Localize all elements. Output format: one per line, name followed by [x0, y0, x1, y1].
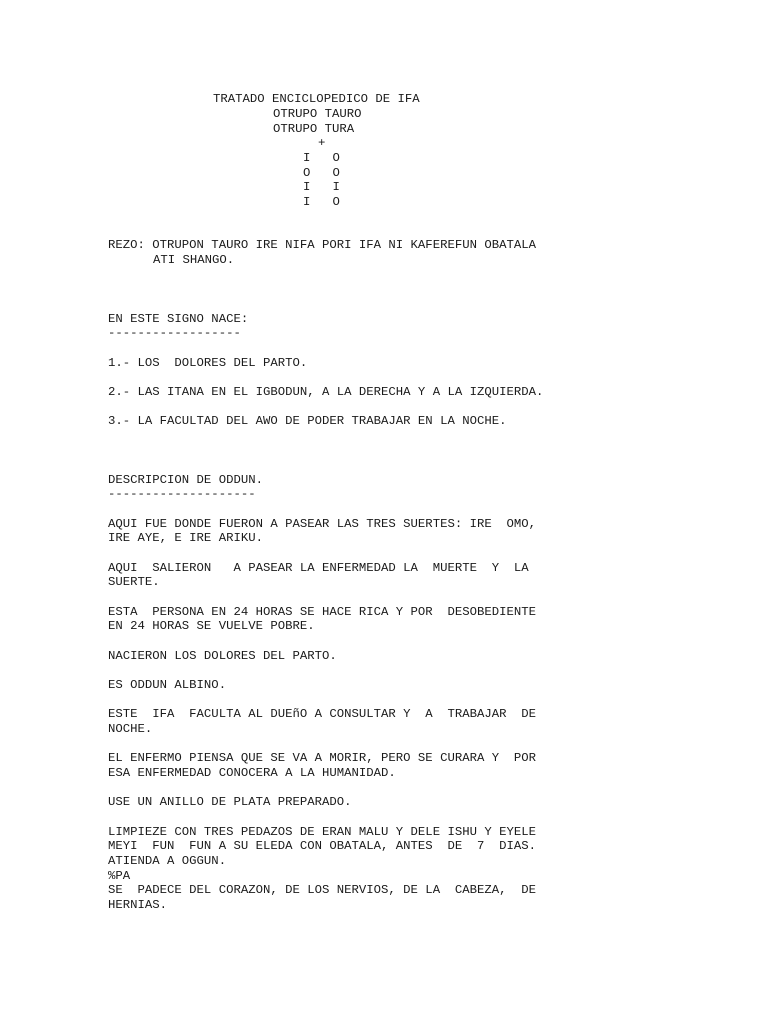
- paragraph-line: LIMPIEZE CON TRES PEDAZOS DE ERAN MALU Y DELE ISHU Y EYELE: [108, 825, 537, 839]
- nace-list-item: 1.- LOS DOLORES DEL PARTO.: [108, 356, 308, 370]
- paragraph-line: USE UN ANILLO DE PLATA PREPARADO.: [108, 795, 352, 809]
- rezo-line-continued: ATI SHANGO.: [153, 253, 235, 267]
- paragraph-line: EN 24 HORAS SE VUELVE POBRE.: [108, 619, 315, 633]
- paragraph-line: MEYI FUN FUN A SU ELEDA CON OBATALA, ANTES DE 7 DIAS.: [108, 839, 537, 853]
- paragraph-line: ESTE IFA FACULTA AL DUEñO A CONSULTAR Y A TRABAJAR DE: [108, 707, 537, 721]
- sign-name-alternate: OTRUPO TURA: [273, 122, 355, 136]
- paragraph-line: ESA ENFERMEDAD CONOCERA A LA HUMANIDAD.: [108, 766, 396, 780]
- paragraph-line: AQUI FUE DONDE FUERON A PASEAR LAS TRES SUERTES: IRE OMO,: [108, 517, 537, 531]
- paragraph-line: AQUI SALIERON A PASEAR LA ENFERMEDAD LA MUERTE Y LA: [108, 561, 529, 575]
- paragraph-line: ESTA PERSONA EN 24 HORAS SE HACE RICA Y POR DESOBEDIENTE: [108, 605, 537, 619]
- nace-list-item: 2.- LAS ITANA EN EL IGBODUN, A LA DERECHA Y A LA IZQUIERDA.: [108, 385, 544, 399]
- sign-mark-row: I O: [303, 151, 340, 165]
- paragraph-line: IRE AYE, E IRE ARIKU.: [108, 531, 263, 545]
- paragraph-line: NOCHE.: [108, 722, 153, 736]
- paragraph-line: ATIENDA A OGGUN.: [108, 854, 227, 868]
- paragraph-line: %PA: [108, 869, 131, 883]
- sign-plus-mark: +: [318, 136, 326, 150]
- section-underline: --------------------: [108, 487, 256, 501]
- sign-mark-row: I I: [303, 180, 340, 194]
- paragraph-line: SE PADECE DEL CORAZON, DE LOS NERVIOS, DE LA CABEZA, DE: [108, 883, 537, 897]
- document-title: TRATADO ENCICLOPEDICO DE IFA: [213, 92, 420, 106]
- section-underline: ------------------: [108, 326, 241, 340]
- paragraph-line: EL ENFERMO PIENSA QUE SE VA A MORIR, PERO SE CURARA Y POR: [108, 751, 537, 765]
- paragraph-line: HERNIAS.: [108, 898, 168, 912]
- paragraph-line: ES ODDUN ALBINO.: [108, 678, 227, 692]
- rezo-line: REZO: OTRUPON TAURO IRE NIFA PORI IFA NI KAFEREFUN OBATALA: [108, 238, 537, 252]
- section-heading-descripcion: DESCRIPCION DE ODDUN.: [108, 473, 263, 487]
- paragraph-line: NACIERON LOS DOLORES DEL PARTO.: [108, 649, 337, 663]
- nace-list-item: 3.- LA FACULTAD DEL AWO DE PODER TRABAJAR EN LA NOCHE.: [108, 414, 507, 428]
- sign-name-primary: OTRUPO TAURO: [273, 107, 362, 121]
- sign-mark-row: O O: [303, 166, 340, 180]
- section-heading-nace: EN ESTE SIGNO NACE:: [108, 312, 249, 326]
- sign-mark-row: I O: [303, 195, 340, 209]
- paragraph-line: SUERTE.: [108, 575, 160, 589]
